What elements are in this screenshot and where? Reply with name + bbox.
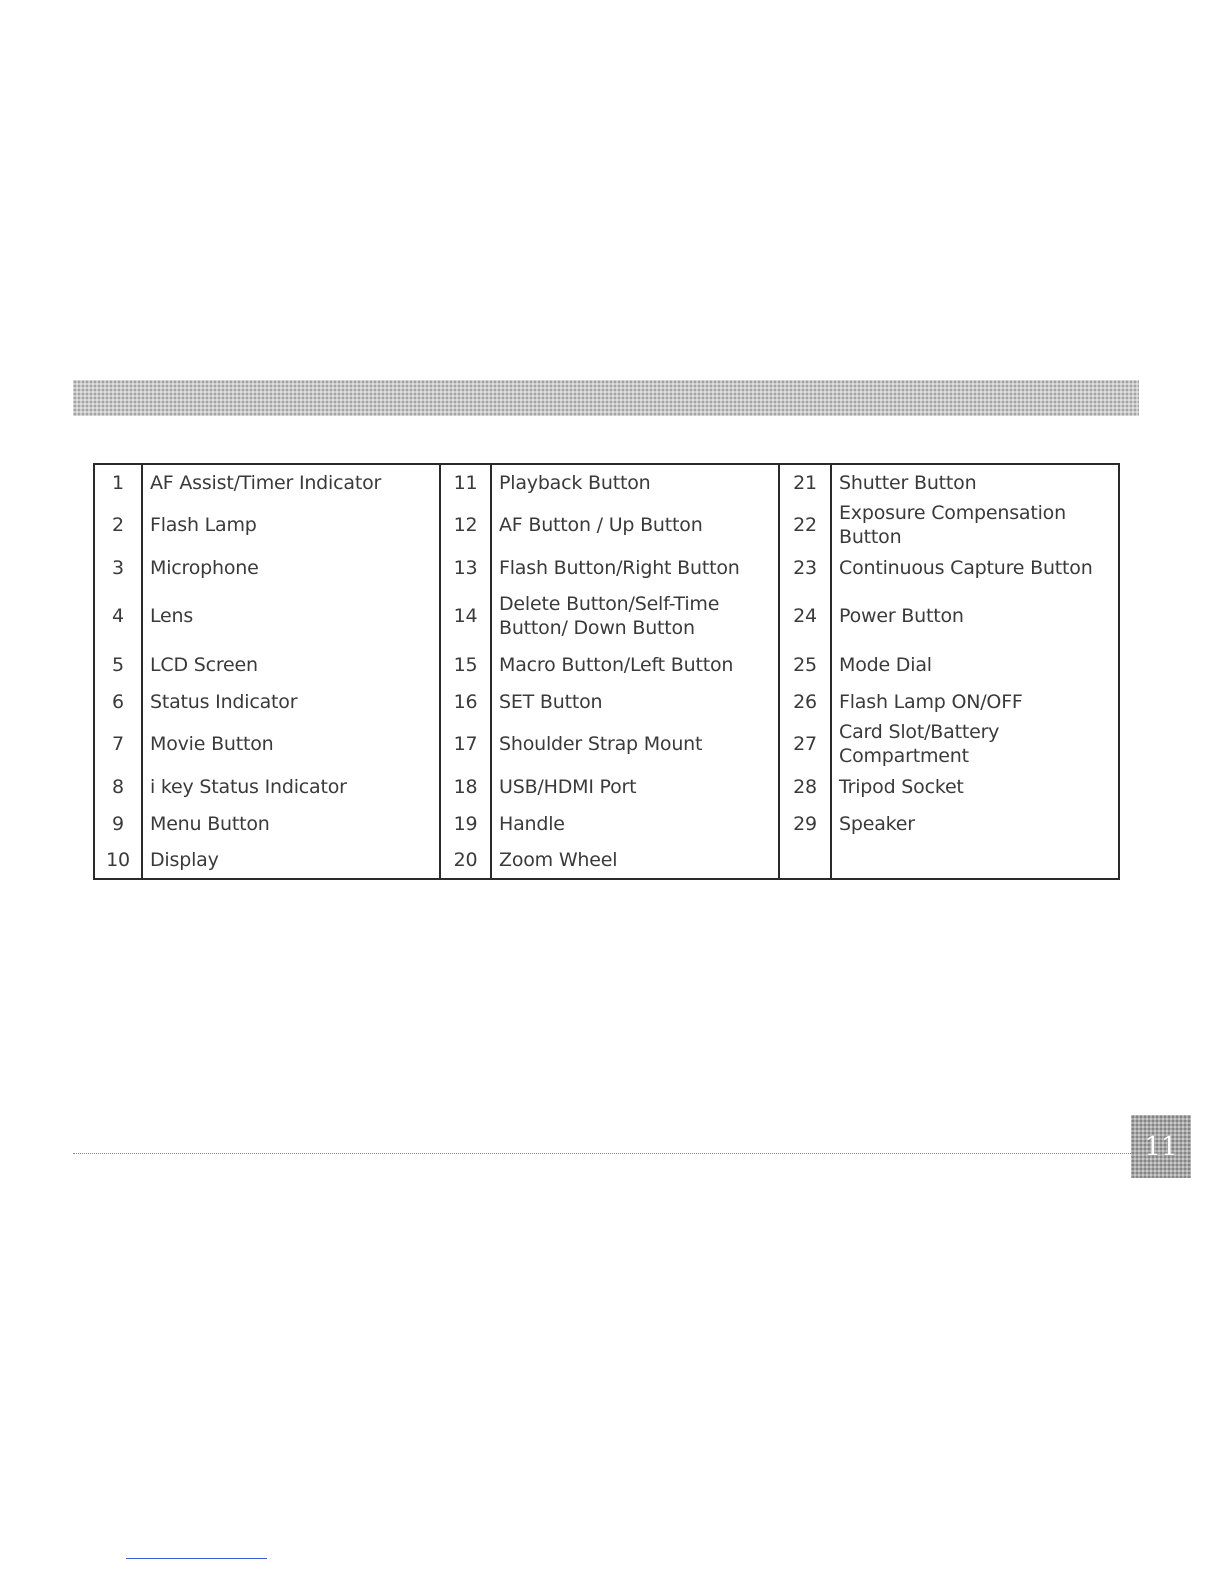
- page-number: 11: [1144, 1131, 1178, 1162]
- part-number: 23: [779, 549, 831, 586]
- table-row: [94, 464, 1119, 501]
- table-row: [94, 646, 1119, 683]
- part-number: 18: [440, 768, 491, 805]
- table-row: [94, 768, 1119, 805]
- part-name: USB/HDMI Port: [491, 768, 779, 805]
- part-number: 2: [94, 501, 142, 549]
- table-row: [94, 720, 1119, 768]
- part-number: 26: [779, 683, 831, 720]
- part-number: [779, 842, 831, 879]
- part-name: Movie Button: [142, 720, 440, 768]
- part-number: 29: [779, 805, 831, 842]
- part-number: 8: [94, 768, 142, 805]
- part-name: Zoom Wheel: [491, 842, 779, 879]
- part-name: Status Indicator: [142, 683, 440, 720]
- part-name: Display: [142, 842, 440, 879]
- part-number: 25: [779, 646, 831, 683]
- part-name: [831, 842, 1119, 879]
- part-name: SET Button: [491, 683, 779, 720]
- part-name: LCD Screen: [142, 646, 440, 683]
- part-number: 24: [779, 586, 831, 646]
- part-number: 4: [94, 586, 142, 646]
- part-name: Macro Button/Left Button: [491, 646, 779, 683]
- part-name: Card Slot/Battery Compartment: [839, 721, 1000, 767]
- part-name: Playback Button: [491, 464, 779, 501]
- table-row: [94, 549, 1119, 586]
- section-header-band: [73, 380, 1139, 416]
- part-number: 7: [94, 720, 142, 768]
- part-name: Tripod Socket: [839, 775, 964, 798]
- part-name: Shoulder Strap Mount: [491, 720, 779, 768]
- table-row: [94, 683, 1119, 720]
- part-name: Speaker: [839, 812, 915, 835]
- part-name: Flash Lamp ON/OFF: [839, 690, 1023, 713]
- part-number: 14: [440, 586, 491, 646]
- part-number: 28: [779, 768, 831, 805]
- part-name: i key Status Indicator: [142, 768, 440, 805]
- part-name: Continuous Capture Button: [839, 556, 1093, 579]
- part-name: Microphone: [142, 549, 440, 586]
- part-number: 13: [440, 549, 491, 586]
- table-row: [94, 586, 1119, 646]
- parts-table: [93, 463, 1120, 880]
- part-number: 17: [440, 720, 491, 768]
- part-number: 19: [440, 805, 491, 842]
- table-row: [94, 501, 1119, 549]
- part-number: 5: [94, 646, 142, 683]
- part-name: Flash Lamp: [142, 501, 440, 549]
- table-row: [94, 842, 1119, 879]
- part-number: 16: [440, 683, 491, 720]
- part-number: 22: [779, 501, 831, 549]
- part-name: Delete Button/Self-Time Button/ Down Button: [491, 586, 779, 646]
- part-number: 9: [94, 805, 142, 842]
- part-number: 11: [440, 464, 491, 501]
- bottom-link-underline[interactable]: [126, 1558, 267, 1559]
- part-number: 20: [440, 842, 491, 879]
- part-name: Lens: [142, 586, 440, 646]
- part-name: Menu Button: [142, 805, 440, 842]
- part-name: Exposure Compensation Button: [839, 502, 1066, 548]
- part-number: 3: [94, 549, 142, 586]
- part-name: Handle: [491, 805, 779, 842]
- part-name: Power Button: [839, 605, 964, 627]
- part-number: 27: [779, 720, 831, 768]
- part-number: 6: [94, 683, 142, 720]
- footer-rule: [73, 1153, 1131, 1154]
- part-name: Mode Dial: [839, 653, 932, 676]
- part-name: Flash Button/Right Button: [491, 549, 779, 586]
- part-number: 1: [94, 464, 142, 501]
- part-number: 12: [440, 501, 491, 549]
- part-name: AF Assist/Timer Indicator: [142, 464, 440, 501]
- part-number: 10: [94, 842, 142, 879]
- page-number-badge: [1131, 1115, 1191, 1178]
- part-number: 21: [779, 464, 831, 501]
- part-name: Shutter Button: [839, 472, 977, 494]
- table-row: [94, 805, 1119, 842]
- part-name: AF Button / Up Button: [491, 501, 779, 549]
- part-number: 15: [440, 646, 491, 683]
